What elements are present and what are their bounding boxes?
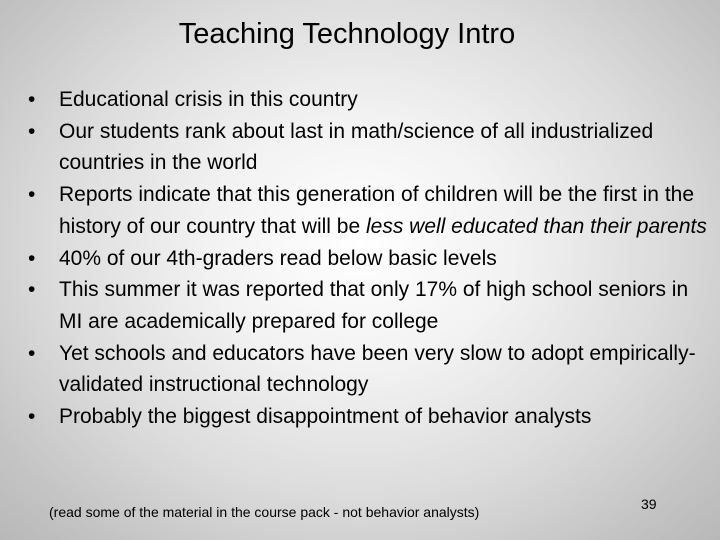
bullet-item — [28, 179, 708, 242]
bullet-dot-icon: • — [28, 119, 36, 143]
bullet-text: Probably the biggest disappointment of behavior analysts — [59, 405, 592, 429]
bullet-item — [28, 338, 708, 401]
footnote: (read some of the material in the course pack - not behavior analysts) — [49, 504, 480, 520]
bullet-item — [28, 401, 708, 433]
bullet-dot-icon: • — [28, 341, 36, 365]
bullet-emphasis-text: less well educated than their parents — [365, 214, 707, 238]
bullet-text: Yet schools and educators have been very slow to adopt empirically-validated instructional technology — [59, 341, 696, 397]
bullet-text: 40% of our 4th-graders read below basic levels — [59, 246, 497, 270]
bullet-text: Our students rank about last in math/science of all industrialized countries in the world — [59, 119, 654, 175]
page-number: 39 — [641, 496, 657, 512]
bullet-dot-icon: • — [28, 278, 36, 302]
bullet-item — [28, 243, 708, 275]
bullet-text: Educational crisis in this country — [59, 88, 358, 111]
bullet-list — [28, 84, 708, 433]
slide-title: Teaching Technology Intro — [178, 18, 516, 50]
bullet-item — [28, 116, 708, 179]
bullet-text: This summer it was reported that only 17% of high school seniors in MI are academically prepared for college — [59, 278, 689, 333]
bullet-dot-icon: • — [28, 246, 36, 270]
bullet-text: Reports indicate that this generation of children will be the first in the history of our country that will be — [59, 183, 695, 238]
bullet-dot-icon: • — [28, 405, 36, 429]
bullet-item — [28, 84, 708, 116]
bullet-dot-icon: • — [28, 183, 36, 207]
bullet-item — [28, 274, 708, 337]
bullet-dot-icon: • — [28, 88, 36, 111]
